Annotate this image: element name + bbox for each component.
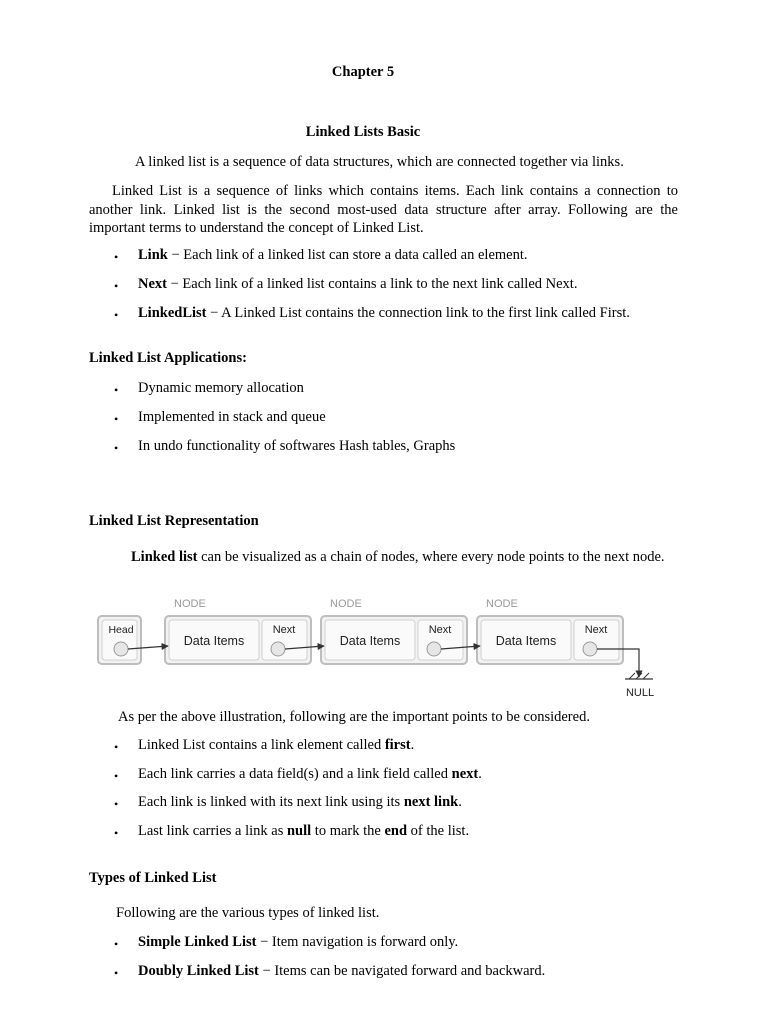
- list-item: [138, 823, 469, 840]
- applications-heading: Linked List Applications:: [89, 350, 247, 366]
- node-1: [165, 598, 311, 664]
- bullet: •: [114, 740, 119, 754]
- bullet: •: [114, 441, 119, 455]
- text: of the list.: [407, 823, 470, 839]
- list-item: [138, 737, 414, 754]
- term-desc: − Each link of a linked list contains a link to the next link called Next.: [167, 276, 578, 292]
- list-item: [138, 766, 482, 783]
- list-item: [138, 963, 545, 980]
- types-intro: Following are the various types of linked list.: [116, 905, 380, 921]
- bullet: •: [114, 769, 119, 783]
- head-label: Head: [108, 624, 134, 636]
- list-item: [138, 276, 577, 293]
- bold-term: Linked list: [131, 549, 198, 565]
- types-heading: Types of Linked List: [89, 870, 217, 886]
- list-item: [138, 305, 630, 322]
- term-desc: − Each link of a linked list can store a data called an element.: [167, 247, 528, 263]
- data-items-label: Data Items: [339, 634, 401, 648]
- term: Next: [138, 276, 167, 292]
- node-2: [321, 598, 467, 664]
- list-item: [138, 794, 462, 811]
- next-label: Next: [272, 624, 296, 636]
- bold-text: next: [451, 766, 479, 782]
- chapter-label: Chapter 5: [331, 64, 395, 80]
- node-label: NODE: [486, 598, 518, 610]
- bullet: •: [114, 937, 119, 951]
- bullet: •: [114, 279, 119, 293]
- text: Each link carries a data field(s) and a link field called: [138, 766, 452, 782]
- bold-text: null: [286, 823, 312, 839]
- bold-text: next link: [403, 794, 459, 810]
- bullet: •: [114, 797, 119, 811]
- points-intro: As per the above illustration, following are the important points to be considered.: [118, 709, 590, 725]
- next-label: Next: [428, 624, 452, 636]
- text: .: [458, 794, 462, 810]
- bullet: •: [114, 383, 119, 397]
- representation-paragraph: [89, 548, 678, 567]
- null-label: NULL: [625, 687, 655, 699]
- intro-sentence: A linked list is a sequence of data structures, which are connected together via links.: [135, 154, 624, 170]
- term: Link: [138, 247, 168, 263]
- text: .: [478, 766, 482, 782]
- term: Simple Linked List: [138, 934, 257, 950]
- data-items-label: Data Items: [495, 634, 557, 648]
- node-3: [477, 598, 623, 664]
- text: .: [410, 737, 415, 753]
- term: LinkedList: [138, 305, 207, 321]
- list-item: [138, 247, 528, 264]
- list-item: In undo functionality of softwares Hash tables, Graphs: [138, 438, 456, 454]
- head-box: [98, 616, 141, 664]
- bullet: •: [114, 826, 119, 840]
- intro-paragraph: Linked List is a sequence of links which contains items. Each link contains a connection to another link. Linked list is the second most-used data structure after array. Following are the important terms to understand the concept of Linked List.: [89, 183, 678, 236]
- linked-list-diagram: [95, 591, 670, 701]
- bullet: •: [114, 966, 119, 980]
- list-item: [138, 934, 458, 951]
- text: to mark the: [311, 823, 385, 839]
- paragraph-rest: can be visualized as a chain of nodes, where every node points to the next node.: [197, 549, 665, 565]
- node-label: NODE: [174, 598, 206, 610]
- bullet: •: [114, 250, 119, 264]
- term-desc: − Items can be navigated forward and backward.: [258, 963, 546, 979]
- next-label: Next: [584, 624, 608, 636]
- representation-heading: Linked List Representation: [89, 513, 259, 529]
- page-title: Linked Lists Basic: [305, 124, 421, 140]
- term: Doubly Linked List: [138, 963, 259, 979]
- term-desc: − A Linked List contains the connection link to the first link called First.: [206, 305, 630, 321]
- text: Linked List contains a link element called: [138, 737, 385, 753]
- bold-text: first: [384, 737, 411, 753]
- text: Each link is linked with its next link using its: [138, 794, 404, 810]
- bold-text: end: [384, 823, 408, 839]
- data-items-label: Data Items: [183, 634, 245, 648]
- term-desc: − Item navigation is forward only.: [256, 934, 459, 950]
- list-item: Dynamic memory allocation: [138, 380, 304, 396]
- text: Last link carries a link as: [138, 823, 287, 839]
- bullet: •: [114, 412, 119, 426]
- list-item: Implemented in stack and queue: [138, 409, 326, 425]
- bullet: •: [114, 308, 119, 322]
- node-label: NODE: [330, 598, 362, 610]
